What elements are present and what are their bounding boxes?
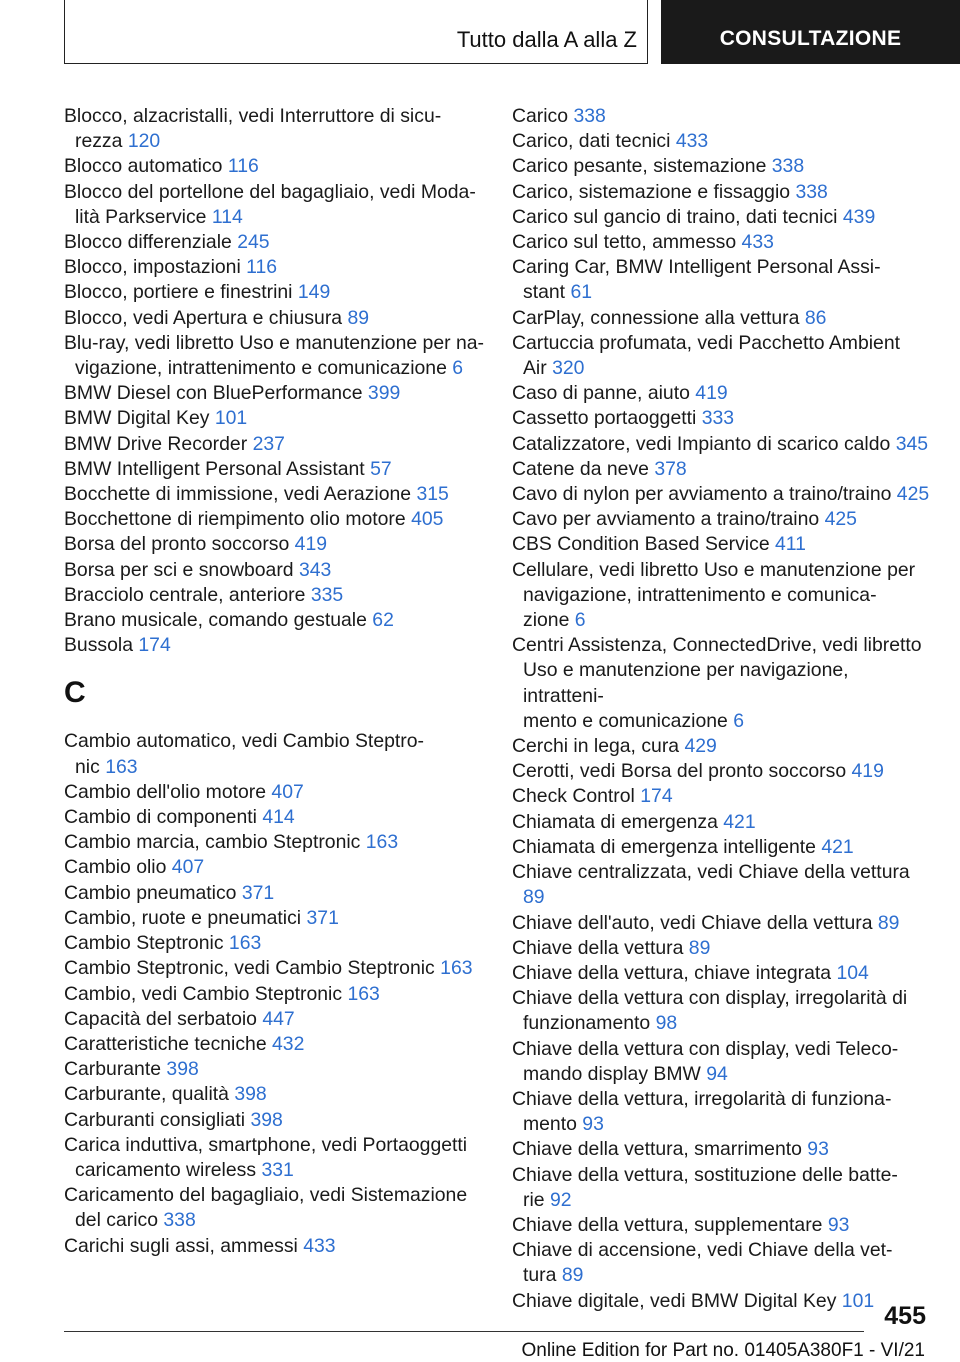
index-entry-text: Blocco, alzacristalli, vedi Interruttore di sicu- rezza bbox=[64, 105, 442, 153]
index-page-link[interactable]: 174 bbox=[640, 785, 673, 808]
index-entry-text: Chiave della vettura, supplementare bbox=[512, 1213, 823, 1236]
index-page-link[interactable]: 6 bbox=[452, 357, 464, 380]
index-entry-text: Carico sul gancio di traino, dati tecnici bbox=[512, 205, 838, 228]
index-entry-text: Cambio marcia, cambio Steptronic bbox=[64, 831, 361, 854]
index-page-link[interactable]: 335 bbox=[310, 583, 344, 606]
index-page-link[interactable]: 338 bbox=[795, 180, 828, 203]
index-page-link[interactable]: 419 bbox=[695, 382, 728, 405]
index-entry-text: CBS Condition Based Service bbox=[512, 533, 770, 556]
index-page-link[interactable]: 432 bbox=[272, 1032, 305, 1055]
index-entry-text: Chiave digitale, vedi BMW Digital Key bbox=[512, 1289, 837, 1312]
index-page-link[interactable]: 338 bbox=[771, 155, 805, 178]
index-page-link[interactable]: 338 bbox=[163, 1209, 196, 1232]
index-entry-text: Caricamento del bagagliaio, vedi Sistemazione del carico bbox=[64, 1184, 468, 1232]
index-page-link[interactable]: 398 bbox=[250, 1108, 283, 1131]
index-entry bbox=[512, 230, 932, 255]
index-page-link[interactable]: 89 bbox=[877, 911, 900, 934]
index-entry-text: Blocco automatico bbox=[64, 155, 223, 178]
index-entry bbox=[512, 734, 932, 759]
index-entry-text: Cambio Steptronic, vedi Cambio Steptronic bbox=[64, 957, 435, 980]
index-entry bbox=[64, 1007, 484, 1032]
index-page-link[interactable]: 62 bbox=[372, 609, 394, 632]
index-page-link[interactable]: 421 bbox=[723, 810, 756, 833]
index-entry bbox=[64, 532, 484, 557]
index-page-link[interactable]: 61 bbox=[570, 281, 593, 304]
index-entry-text: Capacità del serbatoio bbox=[64, 1007, 257, 1030]
index-entry-text: Carico, sistemazione e fissaggio bbox=[512, 180, 791, 203]
index-entry-text: Chiave della vettura con display, irregolarità di funzionamento bbox=[512, 987, 908, 1035]
index-entry-text: Bocchette di immissione, vedi Aerazione bbox=[64, 483, 412, 506]
index-entry bbox=[512, 835, 932, 860]
index-page-link[interactable]: 338 bbox=[573, 105, 606, 127]
index-entry-text: Borsa per sci e snowboard bbox=[64, 558, 294, 581]
index-entry bbox=[512, 482, 932, 507]
index-entry bbox=[64, 1032, 484, 1057]
index-page-link[interactable]: 89 bbox=[561, 1264, 584, 1287]
index-entry bbox=[64, 432, 484, 457]
index-entry-text: Chiamata di emergenza bbox=[512, 810, 718, 833]
index-page-link[interactable]: 89 bbox=[347, 306, 370, 329]
index-entry-text: Cavo per avviamento a traino/traino bbox=[512, 508, 820, 531]
index-entry bbox=[64, 982, 484, 1007]
index-entry-text: Chiave della vettura, smarrimento bbox=[512, 1138, 802, 1161]
index-entry-text: Caso di panne, aiuto bbox=[512, 382, 690, 405]
header-section-box bbox=[64, 0, 648, 64]
index-entry-text: Brano musicale, comando gestuale bbox=[64, 609, 367, 632]
index-page-link[interactable]: 163 bbox=[228, 932, 262, 955]
index-entry bbox=[64, 1183, 484, 1233]
index-entry bbox=[512, 633, 932, 734]
index-entry-text: Carburante, qualità bbox=[64, 1083, 229, 1106]
index-entry bbox=[512, 1213, 932, 1238]
index-entry-text: Cerotti, vedi Borsa del pronto soccorso bbox=[512, 760, 847, 783]
index-page-link[interactable]: 371 bbox=[241, 881, 275, 904]
index-entry bbox=[512, 331, 932, 381]
index-page-link[interactable]: 419 bbox=[851, 760, 884, 783]
index-entry bbox=[512, 911, 932, 936]
index-page-link[interactable]: 320 bbox=[552, 357, 585, 380]
index-entry bbox=[512, 759, 932, 784]
index-page-link[interactable]: 89 bbox=[688, 936, 711, 959]
index-entry bbox=[64, 104, 484, 154]
index-entry bbox=[512, 1137, 932, 1162]
index-entry bbox=[512, 381, 932, 406]
index-entry-text: Chiamata di emergenza intelligente bbox=[512, 835, 816, 858]
index-page-link[interactable]: 315 bbox=[416, 483, 449, 506]
index-entry-text: Cambio dell'olio motore bbox=[64, 780, 267, 803]
index-entry-text: Cavo di nylon per avviamento a traino/traino bbox=[512, 483, 892, 506]
index-entry bbox=[64, 381, 484, 406]
index-entry-text: Caring Car, BMW Intelligent Personal Assi- stant bbox=[512, 256, 881, 304]
index-entry bbox=[64, 482, 484, 507]
index-entry bbox=[64, 583, 484, 608]
index-page-link[interactable]: 93 bbox=[807, 1138, 829, 1161]
index-entry-text: BMW Digital Key bbox=[64, 407, 210, 430]
index-entry bbox=[512, 306, 932, 331]
index-entry bbox=[64, 906, 484, 931]
index-page-link[interactable]: 447 bbox=[262, 1007, 295, 1030]
index-page-link[interactable]: 149 bbox=[297, 281, 331, 304]
index-page-link[interactable]: 429 bbox=[684, 735, 717, 758]
index-entry bbox=[512, 180, 932, 205]
index-page-link[interactable]: 433 bbox=[675, 130, 709, 153]
index-page-link[interactable]: 414 bbox=[262, 806, 295, 829]
index-entry-text: Bracciolo centrale, anteriore bbox=[64, 583, 306, 606]
index-entry-text: Chiave di accensione, vedi Chiave della vet- tura bbox=[512, 1239, 893, 1287]
index-entry-text: Cambio di componenti bbox=[64, 806, 257, 829]
index-entry bbox=[64, 280, 484, 305]
index-entry-text: Chiave centralizzata, vedi Chiave della vettura bbox=[512, 861, 910, 884]
index-entry bbox=[64, 881, 484, 906]
index-entry-text: Blocco, vedi Apertura e chiusura bbox=[64, 306, 343, 329]
index-page-link[interactable]: 93 bbox=[582, 1113, 604, 1136]
index-entry-text: Blocco, portiere e finestrini bbox=[64, 281, 293, 304]
index-page-link[interactable]: 163 bbox=[105, 755, 138, 778]
index-page-link[interactable]: 405 bbox=[411, 508, 444, 531]
index-entry bbox=[512, 1238, 932, 1288]
index-page-link[interactable]: 237 bbox=[252, 432, 285, 455]
index-entry-text: BMW Diesel con BluePerformance bbox=[64, 382, 363, 405]
index-entry bbox=[64, 608, 484, 633]
index-entry bbox=[512, 1163, 932, 1213]
index-page-link[interactable]: 421 bbox=[821, 835, 854, 858]
index-page-link[interactable]: 6 bbox=[574, 609, 586, 632]
index-page-link[interactable]: 101 bbox=[841, 1289, 875, 1312]
index-entry-text: Blocco, impostazioni bbox=[64, 256, 241, 279]
index-column-left bbox=[64, 104, 484, 1259]
index-page-link[interactable]: 57 bbox=[370, 457, 392, 480]
index-entry-text: Blocco del portellone del bagagliaio, vedi Moda- lità Parkservice bbox=[64, 180, 476, 228]
index-page-link[interactable]: 89 bbox=[523, 886, 545, 909]
index-entry bbox=[512, 457, 932, 482]
index-entry bbox=[64, 180, 484, 230]
index-entry bbox=[512, 255, 932, 305]
index-entry bbox=[512, 432, 932, 457]
index-entry bbox=[512, 154, 932, 179]
index-entry-text: Centri Assistenza, ConnectedDrive, vedi libretto Uso e manutenzione per navigazione, intratteni- mento e comunicazione bbox=[512, 634, 922, 732]
index-entry-text: Carico bbox=[512, 105, 569, 127]
index-page-link[interactable]: 407 bbox=[171, 856, 205, 879]
index-entry-text: Cartuccia profumata, vedi Pacchetto Ambient Air bbox=[512, 331, 901, 380]
index-page-link[interactable]: 101 bbox=[214, 407, 248, 430]
index-entry-text: Chiave dell'auto, vedi Chiave della vettura bbox=[512, 911, 873, 934]
index-entry bbox=[512, 104, 932, 129]
index-page-link[interactable]: 425 bbox=[824, 508, 857, 531]
index-page-link[interactable]: 433 bbox=[303, 1234, 336, 1257]
index-entry bbox=[64, 230, 484, 255]
index-entry-text: Cambio pneumatico bbox=[64, 881, 237, 904]
index-entry bbox=[512, 1087, 932, 1137]
index-entry bbox=[64, 855, 484, 880]
index-entry-text: Carico sul tetto, ammesso bbox=[512, 231, 737, 254]
index-entry-text: Chiave della vettura, irregolarità di funziona- mento bbox=[512, 1087, 892, 1136]
index-entry-text: Bocchettone di riempimento olio motore bbox=[64, 508, 406, 531]
index-entry-text: Caratteristiche tecniche bbox=[64, 1032, 267, 1055]
index-entry bbox=[512, 784, 932, 809]
index-entry-text: Carica induttiva, smartphone, vedi Portaoggetti caricamento wireless bbox=[64, 1133, 468, 1181]
index-entry-text: Cassetto portaoggetti bbox=[512, 407, 697, 430]
index-entry-text: Cerchi in lega, cura bbox=[512, 735, 680, 758]
page-number: 455 bbox=[884, 1302, 926, 1330]
index-page-link[interactable]: 433 bbox=[741, 231, 774, 254]
index-entry bbox=[512, 558, 932, 634]
index-entry bbox=[64, 331, 484, 381]
index-entry bbox=[64, 306, 484, 331]
index-page-link[interactable]: 6 bbox=[733, 709, 744, 732]
index-entry bbox=[64, 1082, 484, 1107]
index-page-link[interactable]: 398 bbox=[166, 1058, 199, 1081]
index-page-link[interactable]: 411 bbox=[775, 533, 806, 556]
index-page-link[interactable]: 174 bbox=[138, 634, 171, 657]
index-page-link[interactable]: 93 bbox=[827, 1213, 850, 1236]
index-entry bbox=[512, 532, 932, 557]
index-page-link[interactable]: 104 bbox=[836, 961, 869, 984]
index-entry bbox=[64, 956, 484, 981]
index-page-link[interactable]: 425 bbox=[896, 483, 930, 506]
index-entry-text: CarPlay, connessione alla vettura bbox=[512, 306, 800, 329]
index-entry-text: Cambio, ruote e pneumatici bbox=[64, 906, 302, 929]
index-letter-heading: C bbox=[64, 676, 86, 710]
index-page-link[interactable]: 245 bbox=[237, 231, 270, 254]
index-entry-text: Cambio Steptronic bbox=[64, 932, 224, 955]
index-page-link[interactable]: 92 bbox=[549, 1188, 572, 1211]
index-column-right bbox=[512, 104, 932, 1314]
index-entry bbox=[512, 406, 932, 431]
index-entry bbox=[64, 805, 484, 830]
index-entry-text: Carico, dati tecnici bbox=[512, 130, 671, 153]
index-entry-text: Check Control bbox=[512, 785, 635, 808]
index-entry bbox=[64, 830, 484, 855]
index-entry bbox=[512, 961, 932, 986]
index-entry bbox=[64, 558, 484, 583]
index-entry bbox=[64, 154, 484, 179]
index-page-link[interactable]: 345 bbox=[895, 432, 929, 455]
index-entry bbox=[64, 729, 484, 779]
index-page-link[interactable]: 399 bbox=[367, 382, 401, 405]
index-page-link[interactable]: 163 bbox=[347, 982, 380, 1005]
index-entry bbox=[64, 507, 484, 532]
index-entry-text: Chiave della vettura bbox=[512, 936, 684, 959]
index-page-link[interactable]: 116 bbox=[227, 155, 259, 178]
index-entry bbox=[512, 936, 932, 961]
index-entry-text: Chiave della vettura, sostituzione delle batte- rie bbox=[512, 1163, 898, 1211]
index-entry bbox=[64, 1057, 484, 1082]
index-page-link[interactable]: 94 bbox=[706, 1062, 728, 1085]
index-entry-text: Bussola bbox=[64, 634, 133, 657]
index-entry-text: Chiave della vettura, chiave integrata bbox=[512, 961, 832, 984]
index-page-link[interactable]: 114 bbox=[211, 205, 243, 228]
index-page-link[interactable]: 333 bbox=[701, 407, 735, 430]
index-entry bbox=[512, 1037, 932, 1087]
index-page-link[interactable]: 419 bbox=[294, 533, 328, 556]
index-entry-text: BMW Drive Recorder bbox=[64, 432, 248, 455]
index-entry bbox=[512, 507, 932, 532]
index-entry bbox=[64, 931, 484, 956]
index-entry bbox=[64, 1108, 484, 1133]
index-page-link[interactable]: 116 bbox=[246, 256, 278, 279]
index-entry-text: Borsa del pronto soccorso bbox=[64, 533, 290, 556]
index-page-link[interactable]: 439 bbox=[842, 205, 876, 228]
index-entry-text: BMW Intelligent Personal Assistant bbox=[64, 457, 365, 480]
chapter-tab[interactable] bbox=[661, 0, 960, 64]
index-entry-text: Cambio olio bbox=[64, 856, 167, 879]
index-entry-text: Cambio automatico, vedi Cambio Steptro- nic bbox=[64, 730, 424, 778]
index-page-link[interactable]: 398 bbox=[234, 1083, 267, 1106]
index-entry bbox=[64, 780, 484, 805]
index-page-link[interactable]: 163 bbox=[365, 831, 399, 854]
index-entry bbox=[64, 255, 484, 280]
index-entry bbox=[512, 1289, 932, 1314]
index-entry bbox=[512, 860, 932, 910]
index-page-link[interactable]: 331 bbox=[261, 1158, 294, 1181]
index-page-link[interactable]: 343 bbox=[298, 558, 332, 581]
index-entry-text: Cellulare, vedi libretto Uso e manutenzione per navigazione, intrattenimento e comunica- zione bbox=[512, 558, 916, 632]
index-entry bbox=[64, 633, 484, 658]
index-page-link[interactable]: 371 bbox=[306, 906, 339, 929]
index-entry-text: Catalizzatore, vedi Impianto di scarico caldo bbox=[512, 432, 891, 455]
index-entry bbox=[512, 986, 932, 1036]
index-entry bbox=[512, 205, 932, 230]
footer-divider bbox=[64, 1331, 864, 1332]
index-page-link[interactable]: 86 bbox=[804, 306, 827, 329]
index-entry bbox=[512, 810, 932, 835]
index-entry-text: Carichi sugli assi, ammessi bbox=[64, 1234, 298, 1257]
index-page-link[interactable]: 98 bbox=[655, 1012, 678, 1035]
index-entry-text: Chiave della vettura con display, vedi Teleco- mando display BMW bbox=[512, 1037, 899, 1085]
index-page-link[interactable]: 378 bbox=[654, 457, 687, 480]
index-entry bbox=[64, 1133, 484, 1183]
index-entry bbox=[64, 1234, 484, 1259]
index-page-link[interactable]: 163 bbox=[440, 957, 473, 980]
index-entry bbox=[64, 457, 484, 482]
index-entry-text: Carburanti consigliati bbox=[64, 1108, 246, 1131]
section-title: Tutto dalla A alla Z bbox=[456, 27, 637, 52]
chapter-tab-label: CONSULTAZIONE bbox=[719, 27, 902, 50]
index-entry bbox=[64, 406, 484, 431]
index-page-link[interactable]: 120 bbox=[127, 130, 161, 153]
index-entry-text: Carico pesante, sistemazione bbox=[512, 155, 767, 178]
index-entry-text: Carburante bbox=[64, 1058, 162, 1081]
index-entry-text: Cambio, vedi Cambio Steptronic bbox=[64, 982, 343, 1005]
index-entry-text: Blu-ray, vedi libretto Uso e manutenzione per na- vigazione, intrattenimento e comunicazione bbox=[64, 331, 484, 380]
index-entry-text: Catene da neve bbox=[512, 457, 649, 480]
index-entry-text: Blocco differenziale bbox=[64, 231, 232, 254]
index-entry bbox=[512, 129, 932, 154]
footer-edition: Online Edition for Part no. 01405A380F1 - VI/21 bbox=[521, 1340, 925, 1361]
index-page-link[interactable]: 407 bbox=[271, 780, 304, 803]
